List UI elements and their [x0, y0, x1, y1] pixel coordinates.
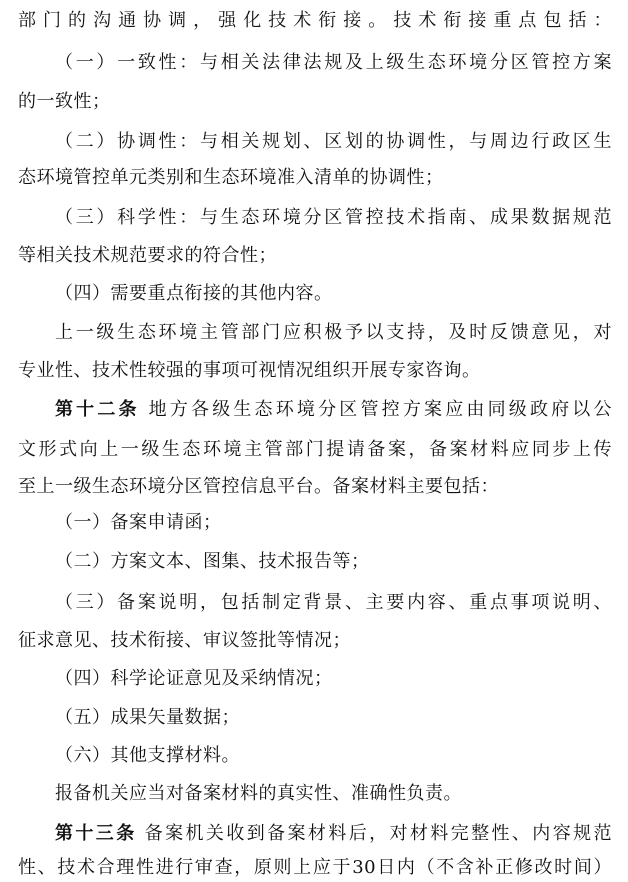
text-line: 性、技术合理性进行审查，原则上应于30日内（不含补正修改时间） — [18, 857, 612, 878]
text-line: 态环境管控单元类别和生态环境准入清单的协调性； — [18, 167, 444, 188]
article-heading: 第十二条 — [55, 399, 140, 420]
text-line: 报备机关应当对备案材料的真实性、准确性负责。 — [55, 783, 462, 804]
text-line: （四）科学论证意见及采纳情况； — [55, 668, 333, 689]
text-line: （五）成果矢量数据； — [55, 707, 240, 728]
text-line: （三）科学性：与生态环境分区管控技术指南、成果数据规范 — [55, 207, 612, 228]
text-line: 的一致性； — [18, 91, 111, 112]
text-line: （二）方案文本、图集、技术报告等； — [55, 551, 370, 572]
article-thirteen-line — [55, 821, 612, 847]
article-text: 地方各级生态环境分区管控方案应由同级政府以公 — [148, 399, 612, 420]
text-line: （一）备案申请函； — [55, 512, 222, 533]
text-line: 上一级生态环境主管部门应积极予以支持，及时反馈意见，对 — [55, 322, 612, 343]
text-line: （一）一致性：与相关法律法规及上级生态环境分区管控方案 — [55, 52, 612, 73]
text-line: （二）协调性：与相关规划、区划的协调性，与周边行政区生 — [55, 131, 612, 152]
text-line: （六）其他支撑材料。 — [55, 745, 240, 766]
text-line: 征求意见、技术衔接、审议签批等情况； — [18, 630, 351, 651]
article-twelve-line — [55, 397, 612, 423]
text-line: （三）备案说明，包括制定背景、主要内容、重点事项说明、 — [55, 592, 612, 613]
text-line: 文形式向上一级生态环境主管部门提请备案，备案材料应同步上传 — [18, 439, 612, 460]
article-heading: 第十三条 — [55, 823, 137, 844]
text-line: 等相关技术规范要求的符合性； — [18, 245, 277, 266]
article-text: 备案机关收到备案材料后，对材料完整性、内容规范 — [144, 823, 613, 844]
text-line: 专业性、技术性较强的事项可视情况组织开展专家咨询。 — [18, 360, 481, 381]
text-line: （四）需要重点衔接的其他内容。 — [55, 283, 333, 304]
text-line: 部门的沟通协调，强化技术衔接。技术衔接重点包括： — [18, 10, 612, 31]
text-line: 至上一级生态环境分区管控信息平台。备案材料主要包括： — [18, 476, 499, 497]
